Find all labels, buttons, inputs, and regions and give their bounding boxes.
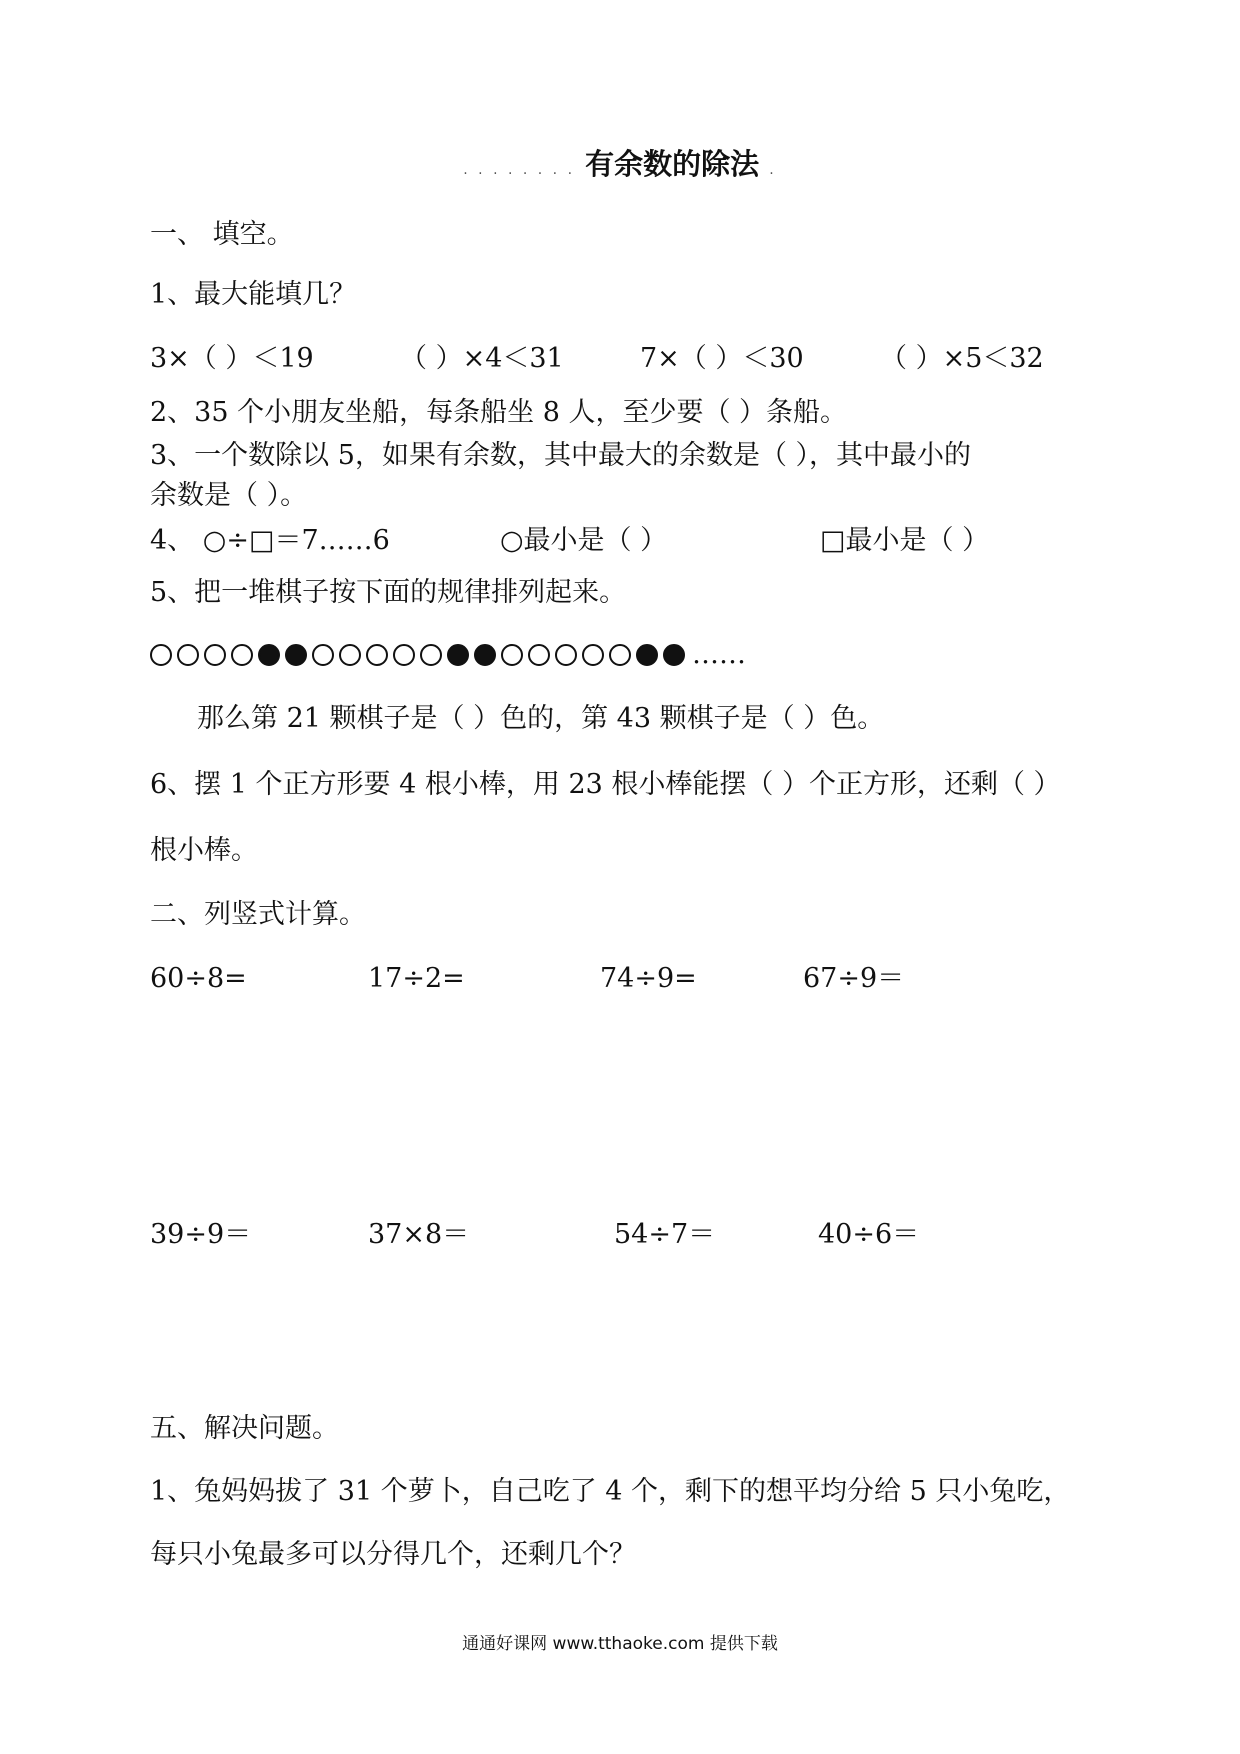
q6-line2: 根小棒。	[150, 835, 258, 866]
title-dots: . . . . . . . .	[463, 162, 576, 178]
black-bead	[447, 644, 469, 666]
section1-heading: 一、 填空。	[150, 219, 294, 250]
black-bead	[258, 644, 280, 666]
q1-item-4: （ ）×5＜32	[880, 343, 1044, 374]
q6-line1: 6、摆 1 个正方形要 4 根小棒，用 23 根小棒能摆（ ）个正方形，还剩（ ）	[150, 769, 1061, 800]
q1-text: 1、最大能填几？	[150, 279, 357, 310]
worksheet-title	[0, 146, 1240, 188]
section5-heading: 五、解决问题。	[150, 1413, 339, 1444]
calc-3: 74÷9=	[600, 963, 697, 994]
calc-5: 39÷9＝	[150, 1219, 252, 1250]
black-bead	[663, 644, 685, 666]
white-bead	[150, 644, 172, 666]
bead-ellipsis: ……	[692, 639, 746, 670]
q5-text: 5、把一堆棋子按下面的规律排列起来。	[150, 577, 627, 608]
white-bead	[204, 644, 226, 666]
white-bead	[177, 644, 199, 666]
q1-item-2: （ ）×4＜31	[400, 343, 564, 374]
white-bead	[231, 644, 253, 666]
white-bead	[339, 644, 361, 666]
white-bead	[555, 644, 577, 666]
black-bead	[636, 644, 658, 666]
white-bead	[420, 644, 442, 666]
white-bead	[501, 644, 523, 666]
q4-label: 4、 ○÷□＝7……6	[150, 525, 390, 556]
q4-circle-min: ○最小是（ ）	[500, 525, 668, 556]
section2-heading: 二、列竖式计算。	[150, 899, 366, 930]
title-text: 有余数的除法	[585, 147, 760, 181]
calc-2: 17÷2=	[368, 963, 465, 994]
q2-text: 2、35 个小朋友坐船，每条船坐 8 人，至少要（ ）条船。	[150, 397, 848, 428]
bead-pattern	[150, 638, 746, 674]
white-bead	[366, 644, 388, 666]
calc-6: 37×8＝	[368, 1219, 470, 1250]
q3-line2: 余数是（ ）。	[150, 480, 308, 511]
black-bead	[474, 644, 496, 666]
q4-square-min: □最小是（ ）	[820, 525, 990, 556]
s5-q1-line1: 1、兔妈妈拔了 31 个萝卜，自己吃了 4 个，剩下的想平均分给 5 只小兔吃，	[150, 1476, 1071, 1507]
white-bead	[582, 644, 604, 666]
calc-4: 67÷9＝	[803, 963, 905, 994]
footer-credit: 通通好课网 www.tthaoke.com 提供下载	[462, 1634, 778, 1654]
calc-1: 60÷8=	[150, 963, 247, 994]
white-bead	[528, 644, 550, 666]
q1-item-3: 7×（ ）＜30	[640, 343, 804, 374]
calc-7: 54÷7＝	[614, 1219, 716, 1250]
white-bead	[312, 644, 334, 666]
white-bead	[609, 644, 631, 666]
calc-8: 40÷6＝	[818, 1219, 920, 1250]
q5-question: 那么第 21 颗棋子是（ ）色的，第 43 颗棋子是（ ）色。	[197, 703, 885, 734]
q3-line1: 3、一个数除以 5，如果有余数，其中最大的余数是（ ），其中最小的	[150, 440, 972, 471]
s5-q1-line2: 每只小兔最多可以分得几个，还剩几个？	[150, 1539, 636, 1570]
black-bead	[285, 644, 307, 666]
white-bead	[393, 644, 415, 666]
q1-item-1: 3×（ ）＜19	[150, 343, 314, 374]
title-trail: .	[769, 162, 777, 178]
